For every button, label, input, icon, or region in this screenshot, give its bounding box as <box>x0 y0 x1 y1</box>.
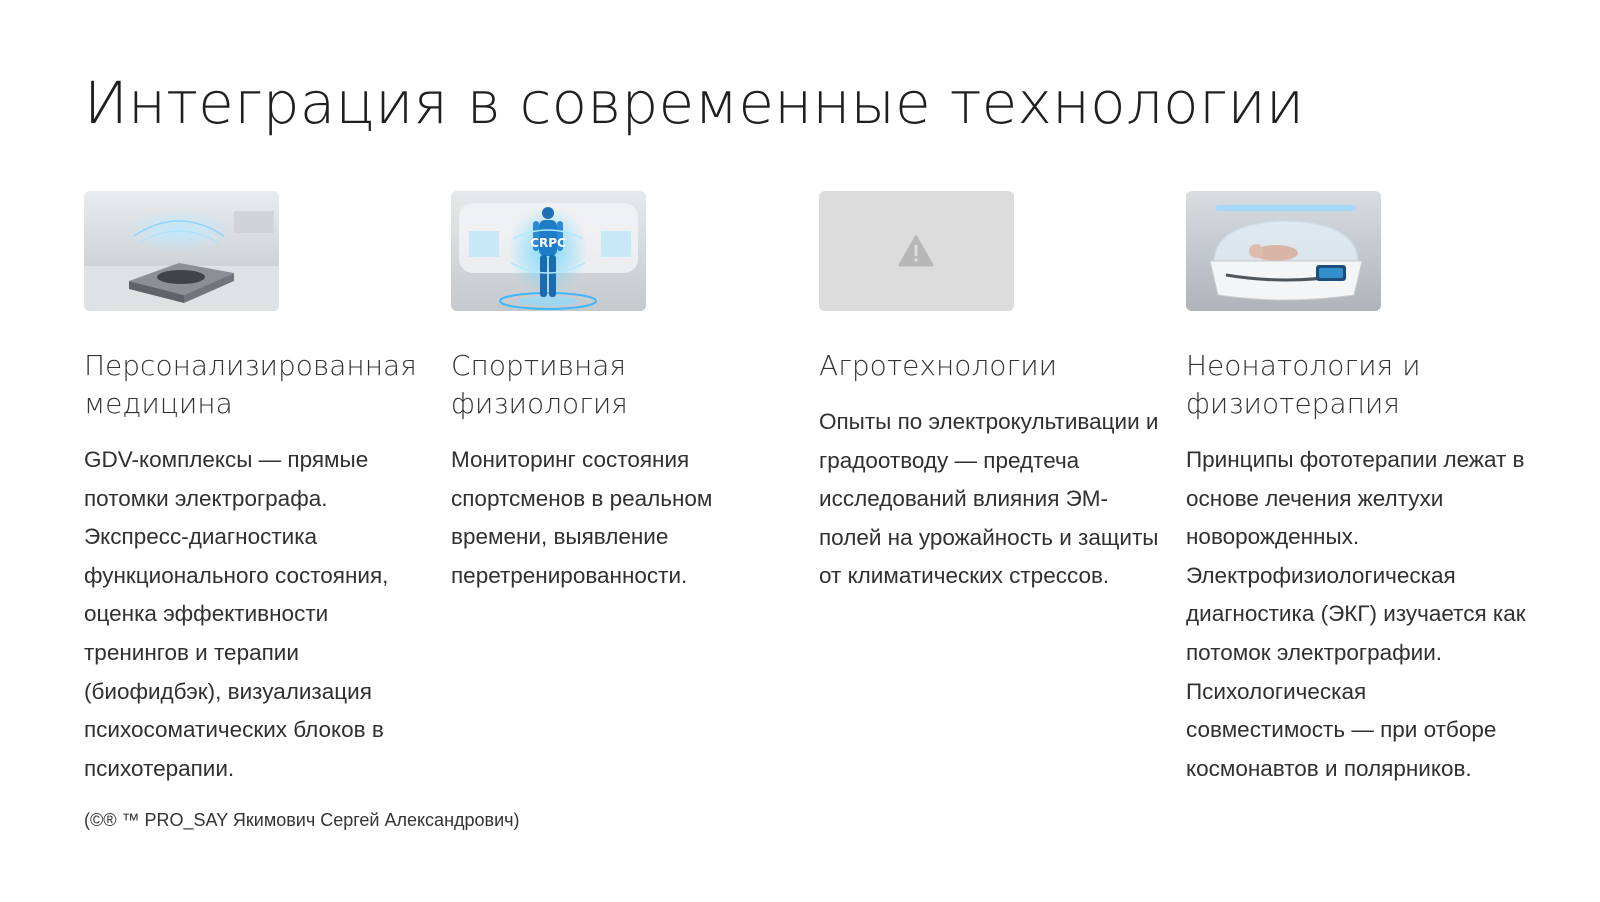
column-neonatology-physiotherapy <box>1186 191 1528 788</box>
column-personalized-medicine <box>84 191 426 788</box>
warning-placeholder-image <box>819 191 1014 311</box>
column-sports-physiology <box>451 191 793 595</box>
column-body: Мониторинг состояния спортсменов в реальном времени, выявление перетренированности. <box>451 447 713 588</box>
column-heading: Персонализированная медицина <box>84 349 417 420</box>
column-heading: Неонатология и физиотерапия <box>1186 349 1421 420</box>
athlete-hologram-image <box>451 191 646 311</box>
column-body: Опыты по электрокультивации и градоотводу — предтеча исследований влияния ЭМ-полей на урожайность и защиты от климатических стрессов. <box>819 409 1159 589</box>
hologram-text: CRPC <box>530 236 566 250</box>
medical-gdv-device-image <box>84 191 279 311</box>
infant-incubator-image <box>1186 191 1381 311</box>
column-heading: Спортивная физиология <box>451 349 628 420</box>
column-agrotechnologies <box>819 191 1161 596</box>
copyright-footer: (©® ™ PRO_SAY Якимович Сергей Александрович) <box>84 810 520 830</box>
column-heading: Агротехнологии <box>819 349 1058 382</box>
page-title: Интеграция в современные технологии <box>84 69 1305 137</box>
column-body: Принципы фототерапии лежат в основе лечения желтухи новорожденных. Электрофизиологическая диагностика (ЭКГ) изучается как потомок электрографии. Психологическая совместимость — при отборе космонавтов и полярников. <box>1186 447 1526 781</box>
column-body: GDV-комплексы — прямые потомки электрографа. Экспресс-диагностика функционального состояния, оценка эффективности тренингов и терапии (биофидбэк), визуализация психосоматических блоков в психотерапии. <box>84 447 389 781</box>
